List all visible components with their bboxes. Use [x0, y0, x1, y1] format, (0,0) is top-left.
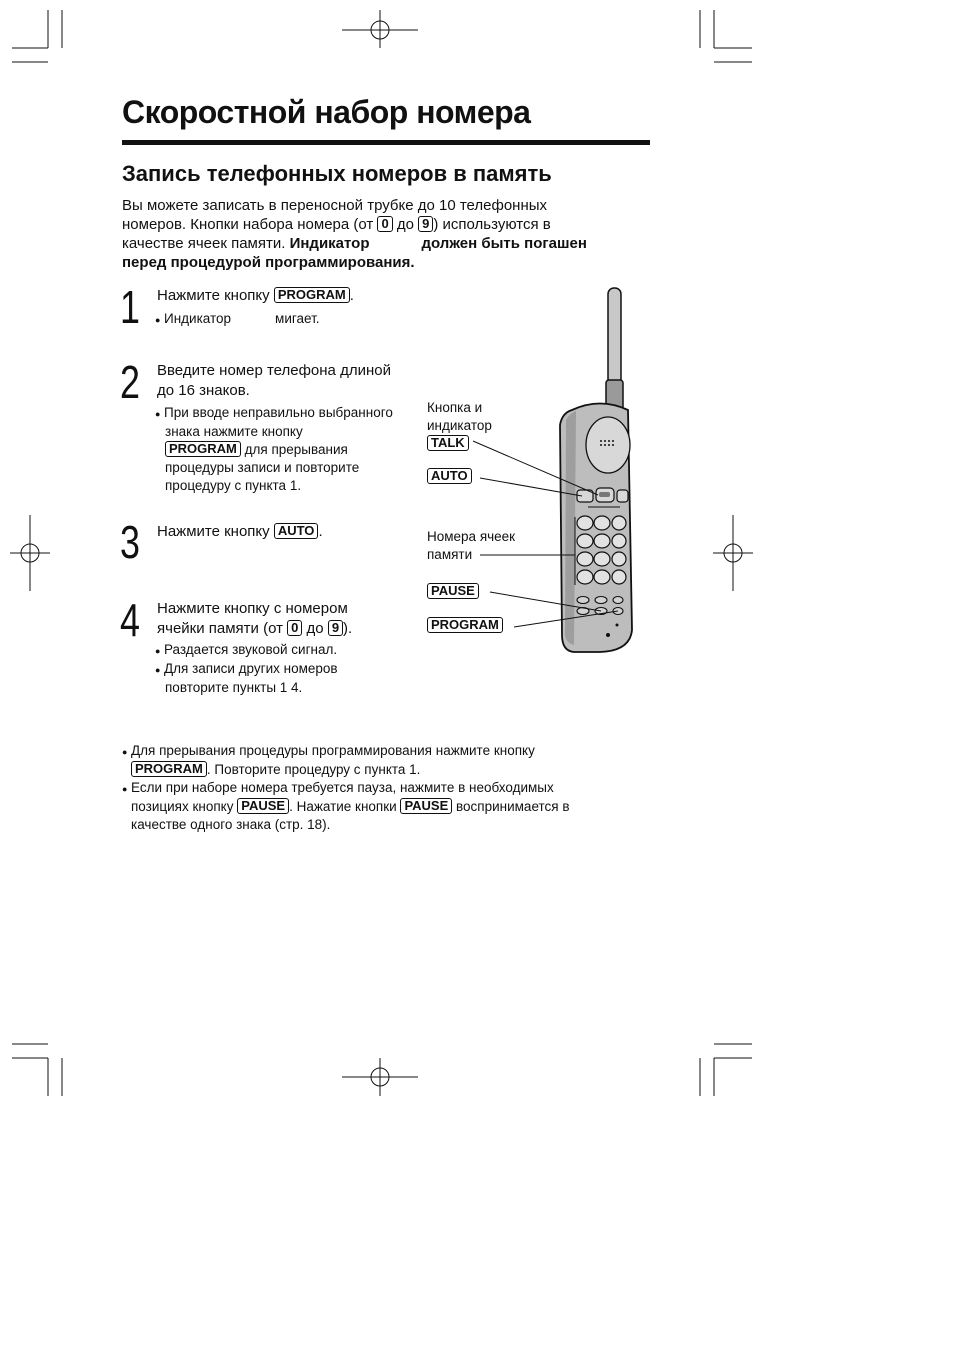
note-text: воспринимается в: [452, 799, 570, 814]
key-0: 0: [287, 620, 302, 636]
notes-block: [122, 742, 662, 834]
intro-paragraph: [122, 196, 642, 272]
bullet-icon: ●: [155, 409, 161, 419]
bullet-text: При вводе неправильно выбранного: [164, 405, 393, 420]
pause-key: PAUSE: [237, 798, 289, 814]
bullet-text: повторите пункты 1 4.: [165, 680, 303, 695]
step-number: 3: [120, 516, 140, 568]
intro-text: качестве ячеек памяти.: [122, 235, 290, 252]
bullet-icon: ●: [122, 784, 128, 794]
auto-key: AUTO: [274, 523, 319, 539]
pause-key: PAUSE: [427, 583, 479, 599]
note-text: . Нажатие кнопки: [289, 799, 401, 814]
note-text: . Повторите процедуру с пункта 1.: [206, 762, 421, 777]
step-3-text: [157, 522, 323, 542]
pause-key: PAUSE: [400, 798, 452, 814]
note-text: Для прерывания процедуры программирования нажмите кнопку: [131, 743, 535, 758]
bullet-icon: ●: [155, 646, 161, 656]
step-text: Введите номер телефона длиной: [157, 362, 391, 379]
intro-line: перед процедурой программирования.: [122, 254, 415, 271]
intro-text: номеров. Кнопки набора номера (от: [122, 216, 378, 233]
step-text: Нажмите кнопку: [157, 287, 274, 304]
label-text: Кнопка и: [427, 400, 483, 415]
label-text: Номера ячеек: [427, 529, 516, 544]
program-key: PROGRAM: [427, 617, 503, 633]
intro-line: [122, 234, 642, 253]
section-title: Запись телефонных номеров в память: [122, 161, 552, 186]
label-text: индикатор: [427, 418, 492, 433]
step-text: ячейки памяти (от: [157, 620, 288, 637]
intro-text: ) используются в: [433, 216, 551, 233]
intro-bold-text: должен быть погашен: [421, 235, 587, 252]
step-text: до: [302, 620, 328, 637]
key-0: 0: [377, 216, 392, 232]
key-9: 9: [328, 620, 343, 636]
step-1-text: [157, 286, 354, 306]
talk-indicator-shape: [599, 492, 610, 497]
bullet-icon: ●: [122, 747, 128, 757]
step-1-bullet: [155, 310, 320, 329]
antenna-shape: [608, 288, 621, 388]
program-key: PROGRAM: [274, 287, 350, 303]
step-text: ).: [343, 620, 353, 637]
step-text: .: [349, 287, 354, 304]
note-text: позициях кнопку: [131, 799, 238, 814]
bullet-icon: ●: [155, 665, 161, 675]
bullet-text: процедуру с пункта 1.: [165, 478, 302, 493]
step-text: Нажмите кнопку с номером: [157, 600, 348, 617]
note-text: Если при наборе номера требуется пауза, нажмите в необходимых: [131, 780, 554, 795]
page-title: Скоростной набор номера: [122, 94, 531, 130]
step-text: .: [318, 523, 323, 540]
bullet-text: мигает.: [275, 311, 320, 326]
title-rule: [122, 140, 650, 145]
step-2-text: [157, 361, 391, 401]
intro-bold-text: Индикатор: [289, 235, 370, 252]
step-text: Нажмите кнопку: [157, 523, 274, 540]
bullet-text: для прерывания: [240, 442, 348, 457]
intro-line: Вы можете записать в переносной трубке до 10 телефонных: [122, 197, 548, 214]
step-4-text: [157, 599, 352, 639]
bullet-text: Для записи других номеров: [164, 661, 338, 676]
note-text: качестве одного знака (стр. 18).: [131, 817, 331, 832]
step-number: 2: [120, 356, 140, 408]
bullet-icon: ●: [155, 315, 161, 325]
program-key: PROGRAM: [131, 761, 207, 777]
bullet-text: процедуры записи и повторите: [165, 460, 360, 475]
talk-key: TALK: [427, 435, 469, 451]
label-text: памяти: [427, 547, 473, 562]
step-number: 4: [120, 594, 140, 646]
bullet-text: знака нажмите кнопку: [165, 424, 303, 439]
bullet-text: Раздается звуковой сигнал.: [164, 642, 338, 657]
auto-key: AUTO: [427, 468, 472, 484]
step-number: 1: [120, 281, 140, 333]
intro-line: [122, 215, 642, 234]
off-button-shape: [617, 490, 628, 502]
intro-text: до: [392, 216, 419, 233]
step-4-bullets: [155, 641, 338, 697]
microphone-shape: [616, 624, 619, 627]
step-text: до 16 знаков.: [157, 382, 250, 399]
handset-illustration: [470, 285, 640, 660]
step-2-bullet: [155, 404, 425, 495]
bullet-text: Индикатор: [164, 311, 232, 326]
program-key: PROGRAM: [165, 441, 241, 457]
microphone-shape: [606, 633, 610, 637]
auto-label: [427, 468, 472, 486]
key-9: 9: [418, 216, 433, 232]
